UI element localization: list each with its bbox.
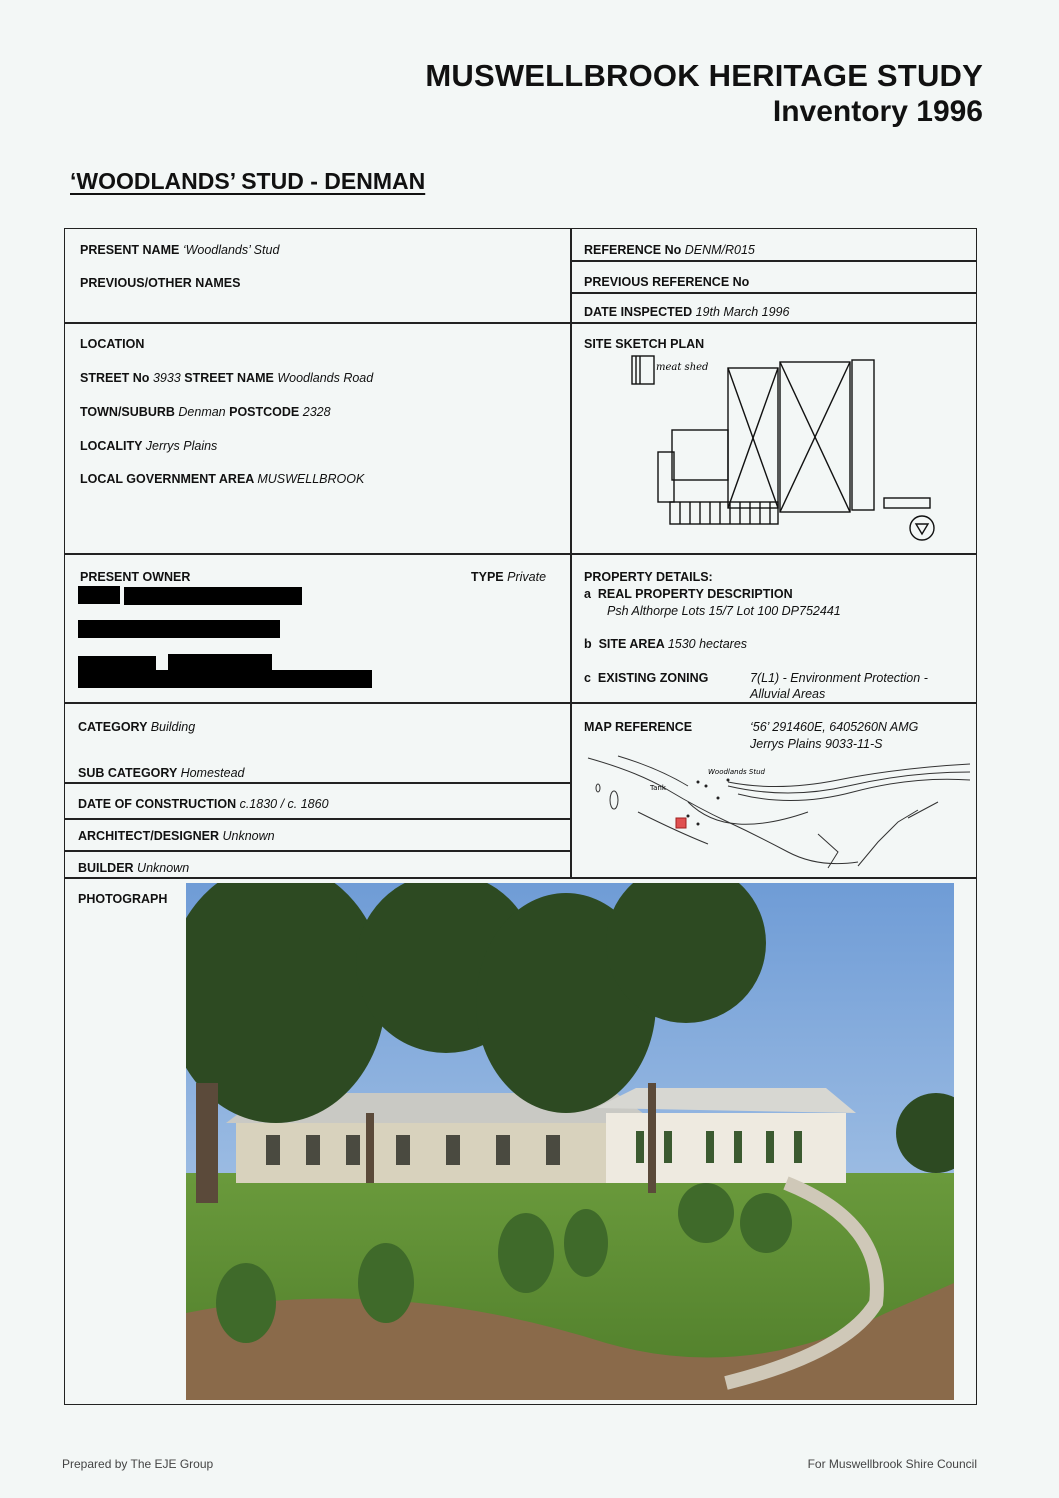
marker-b: b: [584, 637, 592, 651]
architect-value: Unknown: [222, 829, 275, 843]
postcode-label: POSTCODE: [229, 405, 300, 419]
construction-date-value: c.1830 / c. 1860: [239, 797, 329, 811]
street-no-label: STREET No: [80, 371, 150, 385]
reference-field: [584, 243, 755, 257]
zoning-field: [584, 671, 708, 685]
previous-reference-label: PREVIOUS REFERENCE No: [584, 275, 750, 289]
divider: [572, 292, 977, 294]
present-owner-label: PRESENT OWNER: [80, 570, 191, 584]
map-label-stud: Woodlands Stud: [708, 768, 765, 776]
real-property-value: Psh Althorpe Lots 15/7 Lot 100 DP752441: [607, 604, 841, 618]
real-property-field: [584, 587, 793, 601]
location-label: LOCATION: [80, 337, 145, 351]
owner-type-value: Private: [507, 570, 547, 584]
site-area-label: SITE AREA: [598, 637, 665, 651]
divider: [64, 553, 977, 555]
construction-date-label: DATE OF CONSTRUCTION: [78, 797, 237, 811]
builder-field: [78, 861, 189, 875]
street-field: [80, 371, 373, 385]
map-label-tank: Tank: [650, 784, 666, 792]
zoning-label: EXISTING ZONING: [597, 671, 709, 685]
previous-names-label: PREVIOUS/OTHER NAMES: [80, 276, 241, 290]
footer-prepared-by: Prepared by The EJE Group: [62, 1457, 214, 1471]
redaction-bar: [124, 587, 302, 605]
zoning-value-line-1: 7(L1) - Environment Protection -: [750, 671, 928, 685]
construction-date-field: [78, 797, 329, 811]
street-no-value: 3933: [152, 371, 181, 385]
divider: [64, 850, 572, 852]
date-inspected-field: [584, 305, 789, 319]
divider: [572, 260, 977, 262]
redaction-bar: [78, 670, 372, 688]
map-reference-label: MAP REFERENCE: [584, 720, 693, 734]
subcategory-label: SUB CATEGORY: [78, 766, 178, 780]
owner-type-field: [471, 570, 546, 584]
subcategory-field: [78, 766, 245, 780]
date-inspected-value: 19th March 1996: [695, 305, 790, 319]
reference-label: REFERENCE No: [584, 243, 682, 257]
town-value: Denman: [178, 405, 226, 419]
category-value: Building: [150, 720, 196, 734]
site-area-field: [584, 637, 747, 651]
owner-type-label: TYPE: [471, 570, 504, 584]
site-sketch-label: SITE SKETCH PLAN: [584, 337, 705, 351]
doc-title: ‘WOODLANDS’ STUD - DENMAN: [70, 168, 426, 194]
locality-field: [80, 439, 217, 453]
town-field: [80, 405, 331, 419]
lga-value: MUSWELLBROOK: [257, 472, 365, 486]
locality-label: LOCALITY: [80, 439, 143, 453]
redaction-bar: [78, 620, 280, 638]
homestead-photograph: [186, 883, 954, 1400]
present-name-field: [80, 243, 279, 257]
zoning-value-line-2: Alluvial Areas: [750, 687, 826, 701]
postcode-value: 2328: [302, 405, 331, 419]
divider: [64, 818, 572, 820]
town-label: TOWN/SUBURB: [80, 405, 175, 419]
street-name-label: STREET NAME: [184, 371, 274, 385]
date-inspected-label: DATE INSPECTED: [584, 305, 693, 319]
divider: [64, 322, 977, 324]
reference-value: DENM/R015: [684, 243, 755, 257]
redaction-bar: [78, 586, 120, 604]
present-name-label: PRESENT NAME: [80, 243, 180, 257]
category-label: CATEGORY: [78, 720, 148, 734]
lga-label: LOCAL GOVERNMENT AREA: [80, 472, 254, 486]
builder-value: Unknown: [137, 861, 190, 875]
photograph-label: PHOTOGRAPH: [78, 892, 168, 906]
lga-field: [80, 472, 364, 486]
architect-label: ARCHITECT/DESIGNER: [78, 829, 219, 843]
marker-a: a: [584, 587, 591, 601]
divider: [64, 702, 977, 704]
study-title: MUSWELLBROOK HERITAGE STUDY: [425, 58, 983, 93]
site-area-value: 1530 hectares: [667, 637, 748, 651]
map-reference-value-1: ‘56’ 291460E, 6405260N AMG: [750, 720, 919, 734]
inventory-year: Inventory 1996: [772, 95, 983, 128]
locality-value: Jerrys Plains: [145, 439, 218, 453]
real-property-label: REAL PROPERTY DESCRIPTION: [597, 587, 793, 601]
sketch-annotation: meat shed: [656, 362, 709, 373]
architect-field: [78, 829, 275, 843]
subcategory-value: Homestead: [180, 766, 245, 780]
footer-council: For Muswellbrook Shire Council: [807, 1457, 977, 1471]
site-sketch-plan: [620, 352, 970, 548]
street-name-value: Woodlands Road: [277, 371, 374, 385]
divider: [64, 782, 572, 784]
marker-c: c: [584, 671, 591, 685]
category-field: [78, 720, 195, 734]
property-details-label: PROPERTY DETAILS:: [584, 570, 713, 584]
present-name-value: ‘Woodlands’ Stud: [182, 243, 280, 257]
builder-label: BUILDER: [78, 861, 134, 875]
location-map: [578, 752, 970, 872]
map-reference-value-2: Jerrys Plains 9033-11-S: [750, 737, 883, 751]
divider: [64, 877, 977, 879]
